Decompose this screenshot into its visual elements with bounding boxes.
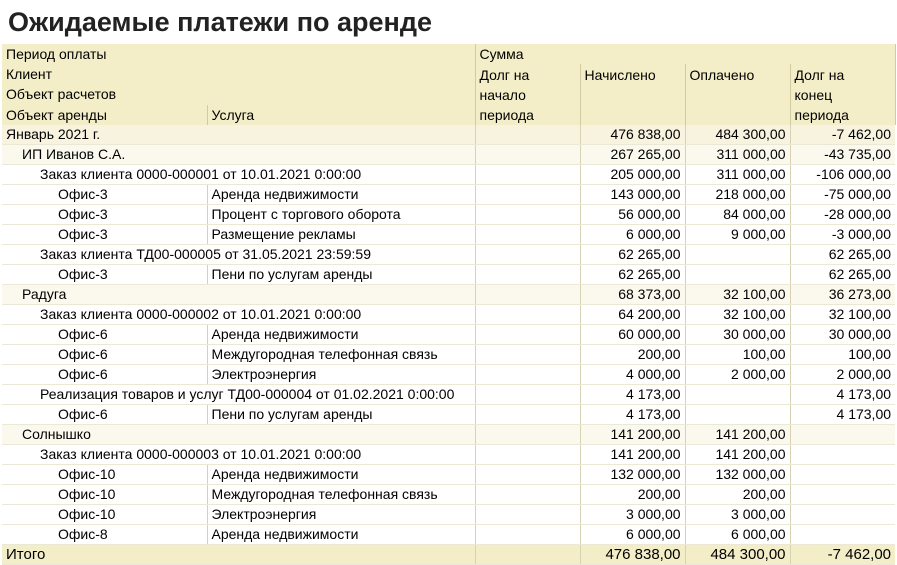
debt-end-cell: -43 735,00: [790, 145, 895, 165]
table-row[interactable]: [2, 285, 895, 305]
header-object: Объект расчетов: [2, 84, 475, 104]
header-debt-end: Долг на конец периода: [790, 64, 895, 125]
charged-cell: 64 200,00: [580, 305, 685, 325]
group-cell: Солнышко: [2, 425, 475, 445]
paid-cell: [685, 385, 790, 405]
rent-object-cell: Офис-3: [2, 185, 207, 205]
charged-cell: 3 000,00: [580, 505, 685, 525]
paid-cell: 200,00: [685, 485, 790, 505]
group-cell: Заказ клиента 0000-000003 от 10.01.2021 0:00:00: [2, 445, 475, 465]
debt-start-cell: [475, 485, 580, 505]
debt-start-cell: [475, 385, 580, 405]
paid-cell: 141 200,00: [685, 425, 790, 445]
debt-start-cell: [475, 325, 580, 345]
group-cell: Радуга: [2, 285, 475, 305]
paid-cell: [685, 405, 790, 425]
rent-object-cell: Офис-6: [2, 325, 207, 345]
charged-cell: 56 000,00: [580, 205, 685, 225]
paid-cell: 132 000,00: [685, 465, 790, 485]
debt-end-cell: [790, 465, 895, 485]
debt-start-cell: [475, 265, 580, 285]
table-row[interactable]: [2, 225, 895, 245]
service-cell: Электроэнергия: [207, 365, 475, 385]
debt-start-cell: [475, 505, 580, 525]
debt-end-cell: [790, 485, 895, 505]
charged-cell: 141 200,00: [580, 445, 685, 465]
total-label: Итого: [2, 545, 475, 565]
report-title: Ожидаемые платежи по аренде: [8, 7, 432, 37]
paid-cell: 32 100,00: [685, 285, 790, 305]
total-debt-start: [475, 545, 580, 565]
table-row[interactable]: [2, 465, 895, 485]
debt-start-cell: [475, 205, 580, 225]
service-cell: Аренда недвижимости: [207, 465, 475, 485]
total-row[interactable]: [2, 545, 895, 565]
debt-start-cell: [475, 445, 580, 465]
debt-end-cell: 4 173,00: [790, 385, 895, 405]
header-sum: Сумма: [475, 44, 895, 64]
charged-cell: 4 173,00: [580, 385, 685, 405]
table-row[interactable]: [2, 205, 895, 225]
table-row[interactable]: [2, 125, 895, 145]
debt-end-cell: [790, 425, 895, 445]
rent-object-cell: Офис-6: [2, 365, 207, 385]
debt-end-cell: [790, 505, 895, 525]
debt-start-cell: [475, 145, 580, 165]
debt-start-cell: [475, 245, 580, 265]
charged-cell: 6 000,00: [580, 525, 685, 545]
total-charged: 476 838,00: [580, 545, 685, 565]
header-period: Период оплаты: [2, 44, 475, 64]
debt-end-cell: 30 000,00: [790, 325, 895, 345]
debt-end-cell: -106 000,00: [790, 165, 895, 185]
paid-cell: 311 000,00: [685, 165, 790, 185]
rent-object-cell: Офис-3: [2, 205, 207, 225]
table-body: [2, 125, 895, 545]
group-cell: Заказ клиента 0000-000001 от 10.01.2021 0:00:00: [2, 165, 475, 185]
rent-object-cell: Офис-8: [2, 525, 207, 545]
header-service: Услуга: [207, 105, 475, 125]
paid-cell: [685, 245, 790, 265]
rent-object-cell: Офис-10: [2, 505, 207, 525]
group-cell: Реализация товаров и услуг ТД00-000004 от 01.02.2021 0:00:00: [2, 385, 475, 405]
report-table: [2, 44, 896, 565]
debt-start-cell: [475, 305, 580, 325]
group-cell: ИП Иванов С.А.: [2, 145, 475, 165]
rent-object-cell: Офис-3: [2, 225, 207, 245]
service-cell: Размещение рекламы: [207, 225, 475, 245]
debt-end-cell: [790, 445, 895, 465]
debt-end-cell: 32 100,00: [790, 305, 895, 325]
paid-cell: 30 000,00: [685, 325, 790, 345]
charged-cell: 62 265,00: [580, 265, 685, 285]
table-row[interactable]: [2, 325, 895, 345]
table-row[interactable]: [2, 345, 895, 365]
debt-end-cell: -7 462,00: [790, 125, 895, 145]
table-row[interactable]: [2, 365, 895, 385]
header-paid: Оплачено: [685, 64, 790, 125]
paid-cell: 6 000,00: [685, 525, 790, 545]
debt-start-cell: [475, 125, 580, 145]
debt-end-cell: 62 265,00: [790, 265, 895, 285]
service-cell: Аренда недвижимости: [207, 325, 475, 345]
table-row[interactable]: [2, 405, 895, 425]
rent-object-cell: Офис-10: [2, 485, 207, 505]
table-header: [2, 44, 895, 125]
charged-cell: 4 173,00: [580, 405, 685, 425]
rent-object-cell: Офис-6: [2, 345, 207, 365]
debt-start-cell: [475, 405, 580, 425]
rent-object-cell: Офис-3: [2, 265, 207, 285]
paid-cell: 84 000,00: [685, 205, 790, 225]
debt-end-cell: -3 000,00: [790, 225, 895, 245]
debt-end-cell: 36 273,00: [790, 285, 895, 305]
debt-start-cell: [475, 165, 580, 185]
table-row[interactable]: [2, 265, 895, 285]
paid-cell: 32 100,00: [685, 305, 790, 325]
total-debt-end: -7 462,00: [790, 545, 895, 565]
paid-cell: 484 300,00: [685, 125, 790, 145]
debt-start-cell: [475, 345, 580, 365]
debt-end-cell: 2 000,00: [790, 365, 895, 385]
group-cell: Заказ клиента ТД00-000005 от 31.05.2021 23:59:59: [2, 245, 475, 265]
rent-object-cell: Офис-6: [2, 405, 207, 425]
service-cell: Междугородная телефонная связь: [207, 485, 475, 505]
service-cell: Пени по услугам аренды: [207, 265, 475, 285]
total-paid: 484 300,00: [685, 545, 790, 565]
paid-cell: 311 000,00: [685, 145, 790, 165]
charged-cell: 60 000,00: [580, 325, 685, 345]
table-row[interactable]: [2, 185, 895, 205]
rent-object-cell: Офис-10: [2, 465, 207, 485]
table-row[interactable]: [2, 485, 895, 505]
debt-end-cell: [790, 525, 895, 545]
debt-start-cell: [475, 285, 580, 305]
debt-end-cell: 100,00: [790, 345, 895, 365]
service-cell: Междугородная телефонная связь: [207, 345, 475, 365]
header-rent-object: Объект аренды: [2, 105, 207, 125]
table-row[interactable]: [2, 385, 895, 405]
paid-cell: 2 000,00: [685, 365, 790, 385]
service-cell: Пени по услугам аренды: [207, 405, 475, 425]
paid-cell: 100,00: [685, 345, 790, 365]
debt-start-cell: [475, 365, 580, 385]
table-row[interactable]: [2, 505, 895, 525]
charged-cell: 200,00: [580, 345, 685, 365]
table-row[interactable]: [2, 165, 895, 185]
debt-end-cell: 4 173,00: [790, 405, 895, 425]
charged-cell: 132 000,00: [580, 465, 685, 485]
group-cell: Январь 2021 г.: [2, 125, 475, 145]
charged-cell: 267 265,00: [580, 145, 685, 165]
paid-cell: [685, 265, 790, 285]
table-row[interactable]: [2, 305, 895, 325]
charged-cell: 68 373,00: [580, 285, 685, 305]
group-cell: Заказ клиента 0000-000002 от 10.01.2021 0:00:00: [2, 305, 475, 325]
charged-cell: 62 265,00: [580, 245, 685, 265]
charged-cell: 205 000,00: [580, 165, 685, 185]
service-cell: Электроэнергия: [207, 505, 475, 525]
table-row[interactable]: [2, 145, 895, 165]
service-cell: Аренда недвижимости: [207, 525, 475, 545]
charged-cell: 141 200,00: [580, 425, 685, 445]
charged-cell: 200,00: [580, 485, 685, 505]
debt-end-cell: -28 000,00: [790, 205, 895, 225]
header-charged: Начислено: [580, 64, 685, 125]
debt-start-cell: [475, 525, 580, 545]
paid-cell: 3 000,00: [685, 505, 790, 525]
debt-start-cell: [475, 185, 580, 205]
charged-cell: 4 000,00: [580, 365, 685, 385]
charged-cell: 6 000,00: [580, 225, 685, 245]
debt-end-cell: 62 265,00: [790, 245, 895, 265]
paid-cell: 9 000,00: [685, 225, 790, 245]
header-debt-start: Долг на начало периода: [475, 64, 580, 125]
paid-cell: 218 000,00: [685, 185, 790, 205]
paid-cell: 141 200,00: [685, 445, 790, 465]
charged-cell: 143 000,00: [580, 185, 685, 205]
debt-start-cell: [475, 425, 580, 445]
table-row[interactable]: [2, 425, 895, 445]
debt-end-cell: -75 000,00: [790, 185, 895, 205]
charged-cell: 476 838,00: [580, 125, 685, 145]
table-row[interactable]: [2, 525, 895, 545]
table-row[interactable]: [2, 245, 895, 265]
service-cell: Процент с торгового оборота: [207, 205, 475, 225]
table-row[interactable]: [2, 445, 895, 465]
debt-start-cell: [475, 465, 580, 485]
service-cell: Аренда недвижимости: [207, 185, 475, 205]
debt-start-cell: [475, 225, 580, 245]
header-client: Клиент: [2, 64, 475, 84]
